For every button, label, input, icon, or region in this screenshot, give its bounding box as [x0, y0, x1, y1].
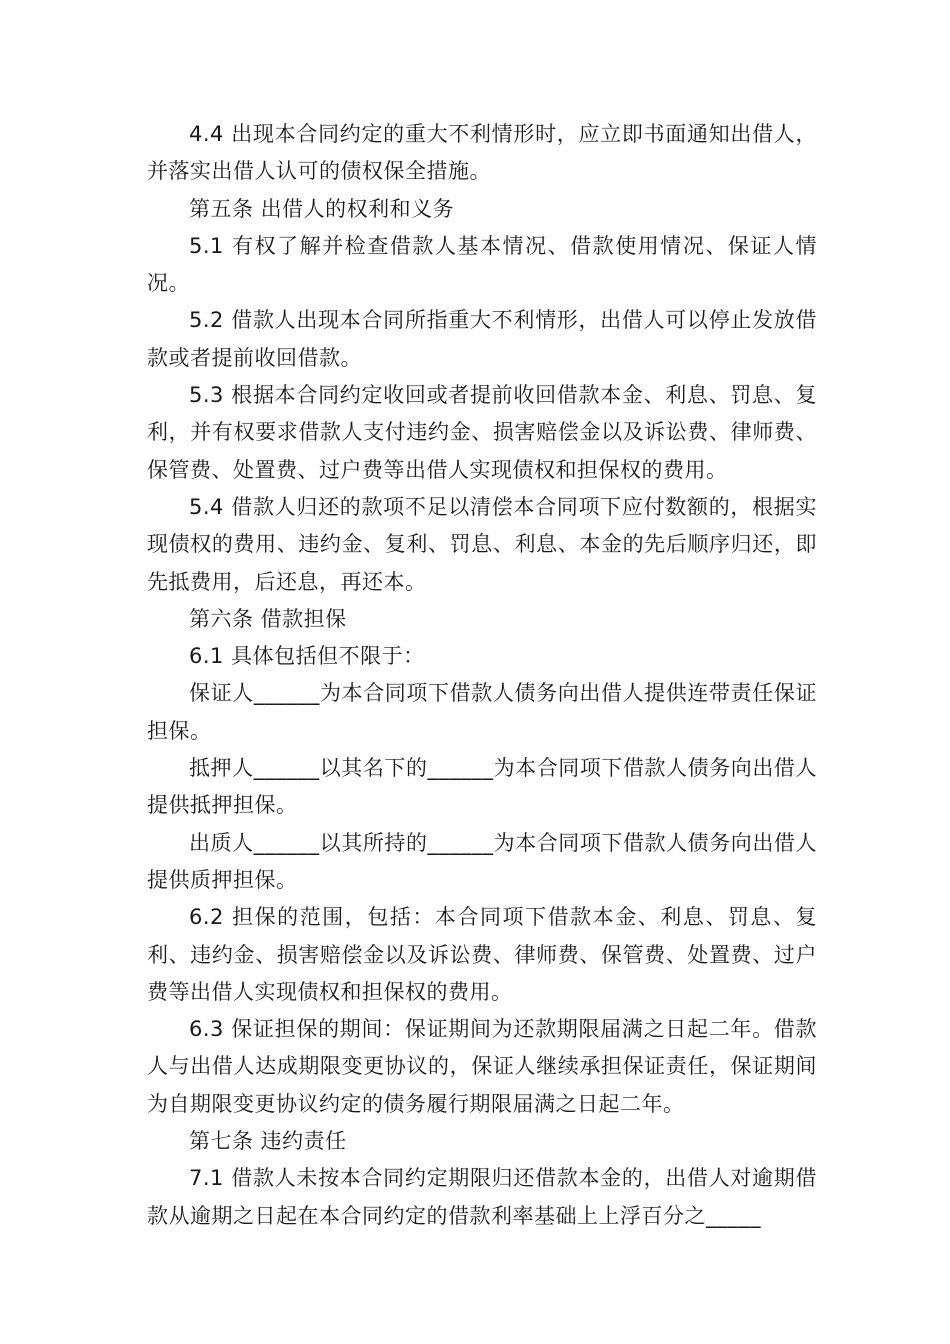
article-5-heading: 第五条 出借人的权利和义务	[189, 196, 455, 221]
clause-6-2: 6.2 担保的范围，包括：本合同项下借款本金、利息、罚息、复利、违约金、损害赔偿金以及诉讼费、律师费、保管费、处置费、过户费等出借人实现债权和担保权的费用。	[147, 905, 817, 1004]
clause-7-1: 7.1 借款人未按本合同约定期限归还借款本金的，出借人对逾期借款从逾期之日起在本合同约定的借款利率基础上上浮百分之_____	[147, 1166, 817, 1228]
clause-4-4: 4.4 出现本合同约定的重大不利情形时，应立即书面通知出借人，并落实出借人认可的债权保全措施。	[147, 122, 817, 184]
pledgor-line: 出质人______以其所持的______为本合同项下借款人债务向出借人提供质押担保。	[147, 830, 817, 892]
clause-5-2: 5.2 借款人出现本合同所指重大不利情形，出借人可以停止发放借款或者提前收回借款。	[147, 308, 817, 370]
guarantor-line: 保证人______为本合同项下借款人债务向出借人提供连带责任保证担保。	[147, 681, 817, 743]
article-7-heading: 第七条 违约责任	[189, 1129, 347, 1154]
clause-6-1: 6.1 具体包括但不限于：	[189, 644, 425, 669]
clause-5-1: 5.1 有权了解并检查借款人基本情况、借款使用情况、保证人情况。	[147, 233, 817, 296]
clause-5-4: 5.4 借款人归还的款项不足以清偿本合同项下应付数额的，根据实现债权的费用、违约金、复利、罚息、利息、本金的先后顺序归还，即先抵费用，后还息，再还本。	[147, 494, 817, 594]
clause-6-3: 6.3 保证担保的期间：保证期间为还款期限届满之日起二年。借款人与出借人达成期限变更协议的，保证人继续承担保证责任，保证期间为自期限变更协议约定的债务履行期限届满之日起二年。	[147, 1017, 817, 1116]
mortgagor-line: 抵押人______以其名下的______为本合同项下借款人债务向出借人提供抵押担保。	[147, 756, 817, 818]
article-6-heading: 第六条 借款担保	[189, 606, 347, 631]
clause-5-3: 5.3 根据本合同约定收回或者提前收回借款本金、利息、罚息、复利，并有权要求借款人支付违约金、损害赔偿金以及诉讼费、律师费、保管费、处置费、过户费等出借人实现债权和担保权的费用。	[147, 383, 817, 482]
document-body	[147, 116, 817, 1235]
